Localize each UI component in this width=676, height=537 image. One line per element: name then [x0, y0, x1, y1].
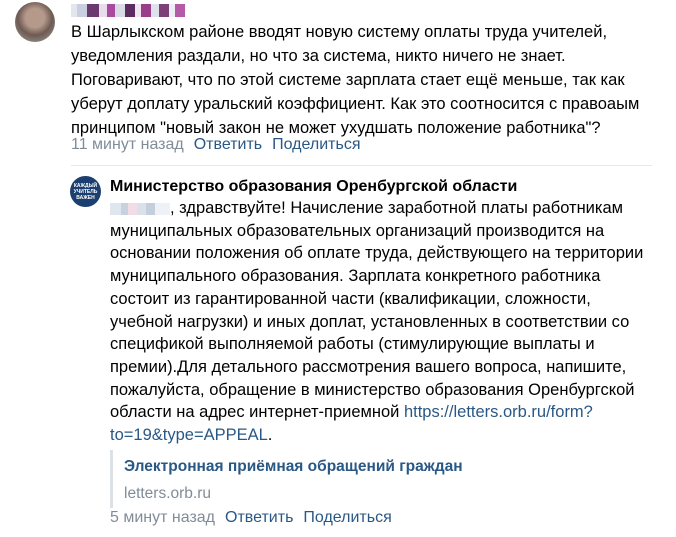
comment-time[interactable]: 11 минут назад	[71, 136, 184, 153]
link-card-title[interactable]: Электронная приёмная обращений граждан	[124, 458, 463, 475]
avatar-text: КАЖДЫЙ УЧИТЕЛЬ ВАЖЕН	[73, 182, 98, 201]
reply-button[interactable]: Ответить	[225, 509, 294, 526]
link-card-domain: letters.orb.ru	[124, 485, 212, 502]
reply-text	[110, 197, 650, 447]
reply-body: Начисление заработной платы работникам муниципальных образовательных организаций производится на основании положения об оплате труда, действующего на территории муниципального образования. Зарплата конкретного работника состоит из гарантированной части (квалификации, сложности, учебной нагрузки) и иных доплат, установленных в соответствии со спецификой выполняемой работы (стимулирующие выплаты и премии).Для детального рассмотрения вашего вопроса, напишите, пожалуйста, обращение в министерство образования Оренбургской области на адрес интернет-приемной	[110, 199, 644, 422]
reply-author[interactable]: Министерство образования Оренбургской области	[110, 178, 518, 195]
link-card-bar	[110, 450, 113, 508]
ministry-avatar[interactable]	[70, 176, 101, 207]
avatar[interactable]	[15, 2, 55, 42]
reply-button[interactable]: Ответить	[193, 136, 263, 153]
reply-tail: .	[267, 426, 273, 445]
share-button[interactable]: Поделиться	[303, 509, 392, 526]
share-button[interactable]: Поделиться	[272, 136, 361, 153]
divider	[71, 165, 652, 166]
comment-meta	[71, 135, 360, 155]
addressee-name-blurred	[110, 203, 170, 215]
reply-meta	[110, 508, 392, 528]
reply-time[interactable]: 5 минут назад	[110, 509, 216, 526]
comment-text: В Шарлыкском районе вводят новую систему оплаты труда учителей, уведомления раздали, но что за система, никто ничего не знает. Поговаривают, что по этой системе зарплата стает ещё меньше, так как уберут доплату уральский коэффициент. Как это соотносится с правоаым принципом "новый закон не может ухудшать положение работника"?	[71, 23, 640, 137]
author-name-blurred[interactable]	[71, 4, 185, 17]
appeal-link[interactable]: https://letters.orb.ru/form?to=19&type=APPEAL	[110, 403, 593, 445]
reply-greeting: , здравствуйте!	[170, 199, 291, 217]
